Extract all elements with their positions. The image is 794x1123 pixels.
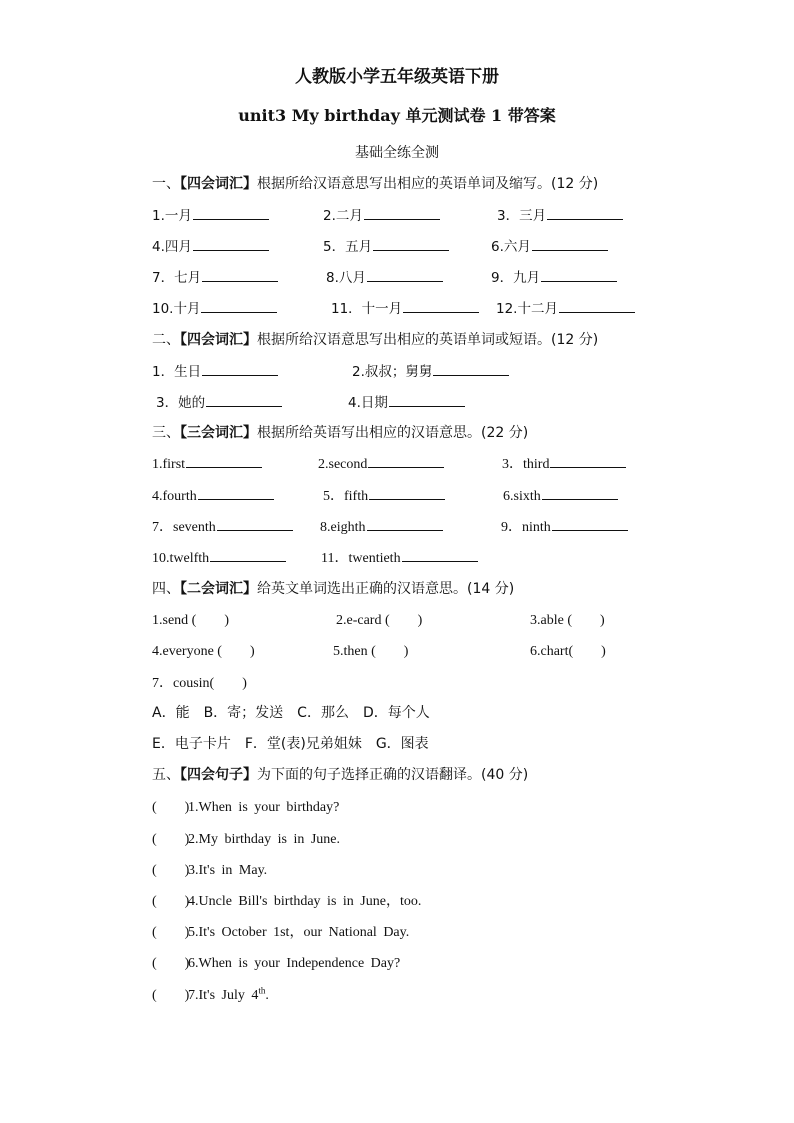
answer-blank[interactable]	[193, 205, 269, 220]
answer-blank[interactable]	[364, 205, 440, 220]
answer-blank[interactable]	[369, 485, 445, 500]
part2-row-1	[0, 360, 794, 382]
part4-item[interactable]: 3.able ( )	[530, 613, 605, 628]
part4-row-2	[0, 640, 794, 662]
part1-item: 3．三月	[497, 204, 623, 224]
part1-bold: 【四会词汇】	[180, 176, 257, 192]
part4-item[interactable]: 5.then ( )	[333, 644, 409, 659]
part4-options-line-1: A．能 B．寄；发送 C．那么 D．每个人	[152, 705, 430, 721]
part3-item: 6.sixth	[503, 485, 618, 505]
part3-rest: 根据所给英语写出相应的汉语意思。(22 分)	[257, 425, 529, 441]
answer-blank[interactable]	[402, 547, 478, 562]
answer-paren[interactable]: ( )	[152, 832, 190, 847]
answer-paren[interactable]: ( )	[152, 956, 190, 971]
part4-item[interactable]: 2.e-card ( )	[336, 613, 423, 628]
part3-bold: 【三会词汇】	[180, 425, 257, 441]
part1-prefix: 一、	[152, 176, 180, 192]
part2-heading	[152, 329, 598, 349]
part2-item: 2.叔叔；舅舅	[352, 360, 509, 380]
part4-item[interactable]: 1.send ( )	[152, 613, 229, 628]
answer-blank[interactable]	[193, 236, 269, 251]
answer-paren[interactable]: ( )	[152, 988, 190, 1003]
part1-row-2	[0, 235, 794, 257]
part3-heading	[152, 422, 528, 442]
part2-row-2	[0, 391, 794, 413]
part1-item: 8.八月	[326, 266, 443, 286]
answer-blank[interactable]	[206, 392, 282, 407]
answer-blank[interactable]	[202, 267, 278, 282]
part3-item: 3．third	[502, 453, 626, 473]
part3-item: 2.second	[318, 453, 444, 473]
part1-item: 6.六月	[491, 235, 608, 255]
part3-item: 10.twelfth	[152, 547, 286, 567]
part3-prefix: 三、	[152, 425, 180, 441]
answer-blank[interactable]	[559, 298, 635, 313]
part4-bold: 【二会词汇】	[180, 581, 257, 597]
part3-row-1	[0, 453, 794, 475]
part1-item: 4.四月	[152, 235, 269, 255]
part1-heading	[152, 173, 598, 193]
part3-row-4	[0, 547, 794, 569]
part4-row-1	[0, 609, 794, 631]
part5-question: ( )6.When is your Independence Day?	[152, 952, 400, 972]
answer-blank[interactable]	[541, 267, 617, 282]
part3-item: 5．fifth	[323, 485, 445, 505]
answer-blank[interactable]	[186, 453, 262, 468]
part1-row-1	[0, 204, 794, 226]
part4-prefix: 四、	[152, 581, 180, 597]
answer-blank[interactable]	[552, 516, 628, 531]
part3-item: 1.first	[152, 453, 262, 473]
part1-item: 5．五月	[323, 235, 449, 255]
part5-heading	[152, 764, 528, 784]
answer-blank[interactable]	[547, 205, 623, 220]
part4-options-line-2: E．电子卡片 F．堂(表)兄弟姐妹 G．图表	[152, 736, 429, 752]
answer-blank[interactable]	[433, 361, 509, 376]
answer-blank[interactable]	[210, 547, 286, 562]
part5-question: ( )7.It's July 4th.	[152, 985, 269, 1003]
superscript-th: th	[258, 985, 266, 996]
part5-question: ( )2.My birthday is in June.	[152, 828, 340, 848]
answer-blank[interactable]	[389, 392, 465, 407]
part5-question: ( )1.When is your birthday?	[152, 796, 339, 816]
answer-blank[interactable]	[373, 236, 449, 251]
part5-question: ( )4.Uncle Bill's birthday is in June，too.	[152, 890, 421, 910]
answer-paren[interactable]: ( )	[152, 894, 190, 909]
part3-item: 11．twentieth	[321, 547, 478, 567]
part1-item: 2.二月	[323, 204, 440, 224]
answer-blank[interactable]	[532, 236, 608, 251]
answer-blank[interactable]	[367, 267, 443, 282]
part2-bold: 【四会词汇】	[180, 332, 257, 348]
part2-item: 3．她的	[156, 391, 282, 411]
part5-prefix: 五、	[152, 767, 180, 783]
part5-question: ( )3.It's in May.	[152, 859, 267, 879]
page-subtitle: unit3 My birthday 单元测试卷 1 带答案	[238, 106, 556, 125]
part2-rest: 根据所给汉语意思写出相应的英语单词或短语。(12 分)	[257, 332, 599, 348]
part2-item: 1．生日	[152, 360, 278, 380]
part5-bold: 【四会句子】	[180, 767, 257, 783]
part1-item: 1.一月	[152, 204, 269, 224]
answer-blank[interactable]	[550, 453, 626, 468]
answer-blank[interactable]	[198, 485, 274, 500]
part3-item: 9．ninth	[501, 516, 628, 536]
part3-item: 7．seventh	[152, 516, 293, 536]
part1-item: 10.十月	[152, 297, 277, 317]
part1-item: 7．七月	[152, 266, 278, 286]
part1-item: 12.十二月	[496, 297, 635, 317]
part4-heading	[152, 578, 514, 598]
answer-blank[interactable]	[403, 298, 479, 313]
part4-rest: 给英文单词选出正确的汉语意思。(14 分)	[257, 581, 515, 597]
answer-blank[interactable]	[217, 516, 293, 531]
answer-paren[interactable]: ( )	[152, 863, 190, 878]
part2-item: 4.日期	[348, 391, 465, 411]
part4-row-3	[0, 672, 794, 694]
part3-item: 8.eighth	[320, 516, 443, 536]
answer-blank[interactable]	[542, 485, 618, 500]
part3-row-3	[0, 516, 794, 538]
part4-item[interactable]: 4.everyone ( )	[152, 644, 255, 659]
part1-row-4	[0, 297, 794, 319]
part4-item[interactable]: 7．cousin( )	[152, 676, 247, 691]
answer-paren[interactable]: ( )	[152, 925, 190, 940]
page-title: 人教版小学五年级英语下册	[295, 67, 499, 87]
part1-rest: 根据所给汉语意思写出相应的英语单词及缩写。(12 分)	[257, 176, 599, 192]
answer-blank[interactable]	[368, 453, 444, 468]
section-label: 基础全练全测	[355, 145, 439, 161]
part5-rest: 为下面的句子选择正确的汉语翻译。(40 分)	[257, 767, 529, 783]
part3-item: 4.fourth	[152, 485, 274, 505]
part2-prefix: 二、	[152, 332, 180, 348]
part3-row-2	[0, 485, 794, 507]
answer-blank[interactable]	[202, 361, 278, 376]
part4-item[interactable]: 6.chart( )	[530, 644, 606, 659]
answer-blank[interactable]	[367, 516, 443, 531]
part1-item: 9．九月	[491, 266, 617, 286]
part5-question: ( )5.It's October 1st，our National Day.	[152, 921, 409, 941]
part1-item: 11．十一月	[331, 297, 479, 317]
part1-row-3	[0, 266, 794, 288]
answer-paren[interactable]: ( )	[152, 800, 190, 815]
answer-blank[interactable]	[201, 298, 277, 313]
